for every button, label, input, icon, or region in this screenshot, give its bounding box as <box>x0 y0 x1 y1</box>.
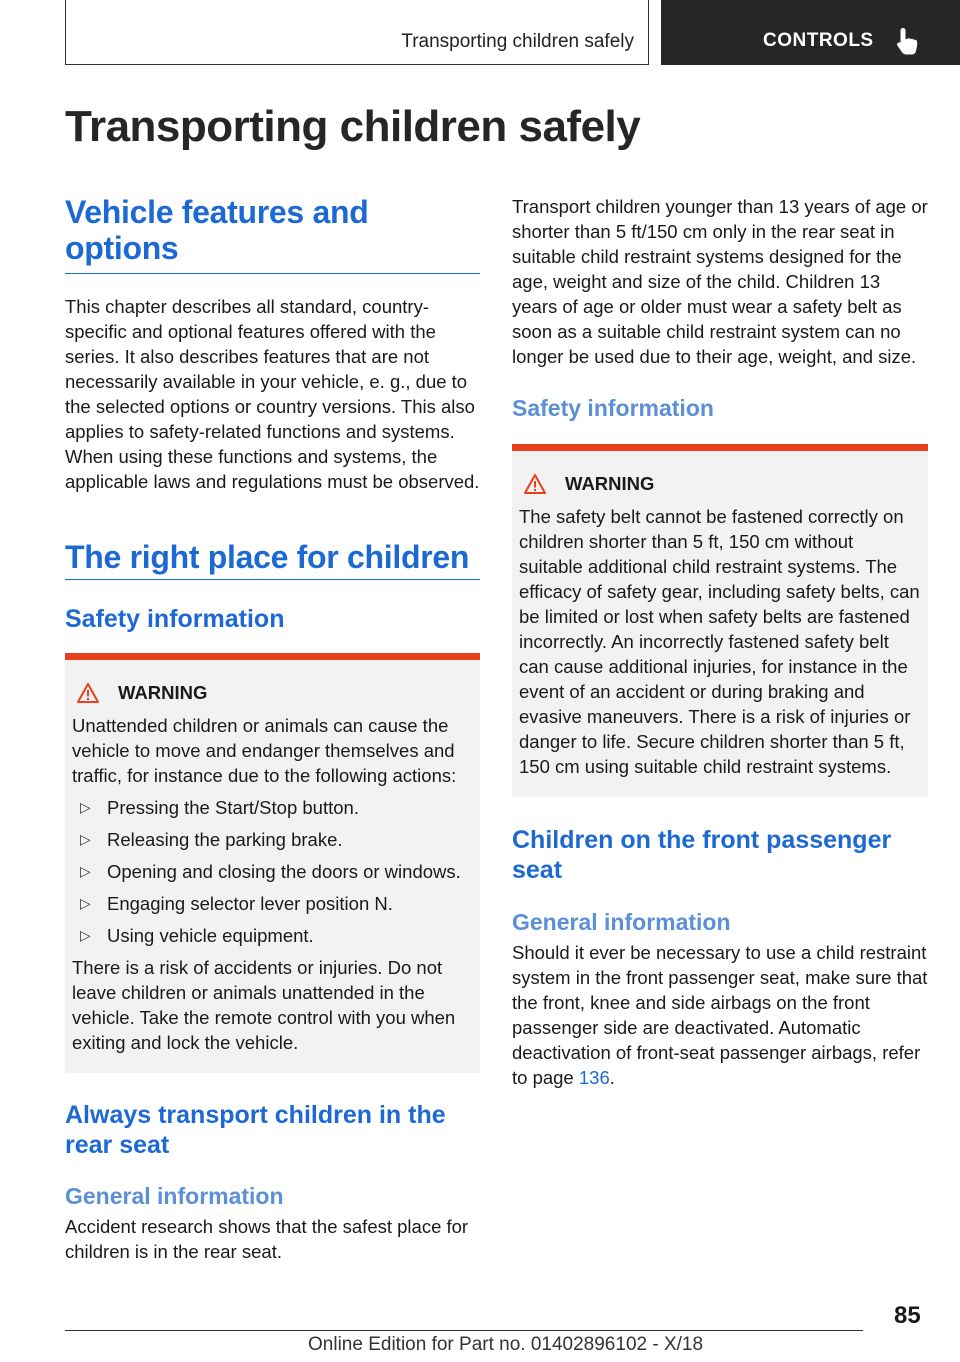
header-section-tab <box>65 0 649 65</box>
rear-seat-body: Accident research shows that the safest place for children is in the rear seat. <box>65 1216 469 1262</box>
page-title: Transporting children safely <box>65 102 641 151</box>
warning-label: WARNING <box>118 682 208 703</box>
list-item: ▷ Pressing the Start/Stop button. <box>80 797 359 818</box>
warning-box <box>65 653 480 1073</box>
front-seat-heading: Children on the front passenger seat <box>512 826 892 884</box>
vehicle-features-heading: Vehicle features and options <box>65 194 369 266</box>
heading-rule <box>65 579 480 580</box>
front-seat-body: Should it ever be necessary to use a child restraint system in the front passenger seat, make sure that the front, knee and side airbags on the front passenger side are deactivated. Automatic deactivation of front-seat passenger airbags, refer to page 136. <box>512 942 928 1088</box>
vehicle-features-body: This chapter describes all standard, country-specific and optional features offered with the series. It also describes features that are not necessarily available in your vehicle, e. g., due to the selected options or country versions. This also applies to safety-related functions and systems. When using these functions and systems, the applicable laws and regulations must be observed. <box>65 296 480 492</box>
footer-edition: Online Edition for Part no. 01402896102 - X/18 <box>308 1334 704 1355</box>
page-number: 85 <box>894 1302 921 1329</box>
warning-header <box>72 680 472 706</box>
safety-info-heading: Safety information <box>65 605 285 633</box>
header-chapter-title: CONTROLS <box>763 30 874 51</box>
triangle-bullet-icon: ▷ <box>80 927 91 943</box>
triangle-bullet-icon: ▷ <box>80 799 91 815</box>
list-item: ▷ Using vehicle equipment. <box>80 925 314 946</box>
triangle-bullet-icon: ▷ <box>80 831 91 847</box>
list-item: ▷ Releasing the parking brake. <box>80 829 343 850</box>
general-info-heading: General information <box>512 909 731 935</box>
right-column <box>512 194 928 1090</box>
rear-seat-continued: Transport children younger than 13 years of age or shorter than 5 ft/150 cm only in the rear seat in suitable child restraint systems designed for the age, weight and size of the child. Children 13 years of age or older must wear a safety belt as soon as a suitable child restraint system can no longer be used due to their age, weight, and size. <box>512 196 928 367</box>
triangle-bullet-icon: ▷ <box>80 895 91 911</box>
warning-outro: There is a risk of accidents or injuries. Do not leave children or animals unattended in the vehicle. Take the remote control with you when exiting and lock the vehicle. <box>72 957 456 1053</box>
list-item: ▷ Engaging selector lever position N. <box>80 893 393 914</box>
general-info-heading: General information <box>65 1183 284 1209</box>
heading-rule <box>65 273 480 274</box>
left-column <box>65 194 480 1264</box>
header-section-title: Transporting children safely <box>401 31 634 52</box>
warning-text: The safety belt cannot be fastened correctly on children shorter than 5 ft, 150 cm without suitable additional child restraint systems. The efficacy of safety gear, including safety belts, can be limited or lost when safety belts are fastened incorrectly. An incorrectly fastened safety belt can cause additional injuries, for instance in the event of an accident or during braking and evasive maneuvers. There is a risk of injuries or danger to life. Secure children shorter than 5 ft, 150 cm using suitable child restraint systems. <box>519 506 920 777</box>
triangle-bullet-icon: ▷ <box>80 863 91 879</box>
pointing-hand-icon <box>894 26 922 56</box>
warning-triangle-icon <box>523 473 547 495</box>
warning-label: WARNING <box>565 473 655 494</box>
warning-intro: Unattended children or animals can cause the vehicle to move and endanger themselves and traffic, for instance due to the following actions: <box>72 715 457 786</box>
right-place-heading: The right place for children <box>65 539 470 575</box>
page-reference-link[interactable]: 136 <box>578 1067 610 1088</box>
list-item: ▷ Opening and closing the doors or windows. <box>80 861 461 882</box>
footer-rule <box>65 1330 863 1331</box>
header-chapter-tab[interactable] <box>661 0 960 65</box>
warning-header <box>519 471 922 497</box>
rear-seat-heading: Always transport children in the rear seat <box>65 1101 446 1159</box>
warning-triangle-icon <box>76 682 100 704</box>
warning-box <box>512 444 928 797</box>
safety-info-heading: Safety information <box>512 395 714 421</box>
warning-action-list <box>72 795 472 948</box>
